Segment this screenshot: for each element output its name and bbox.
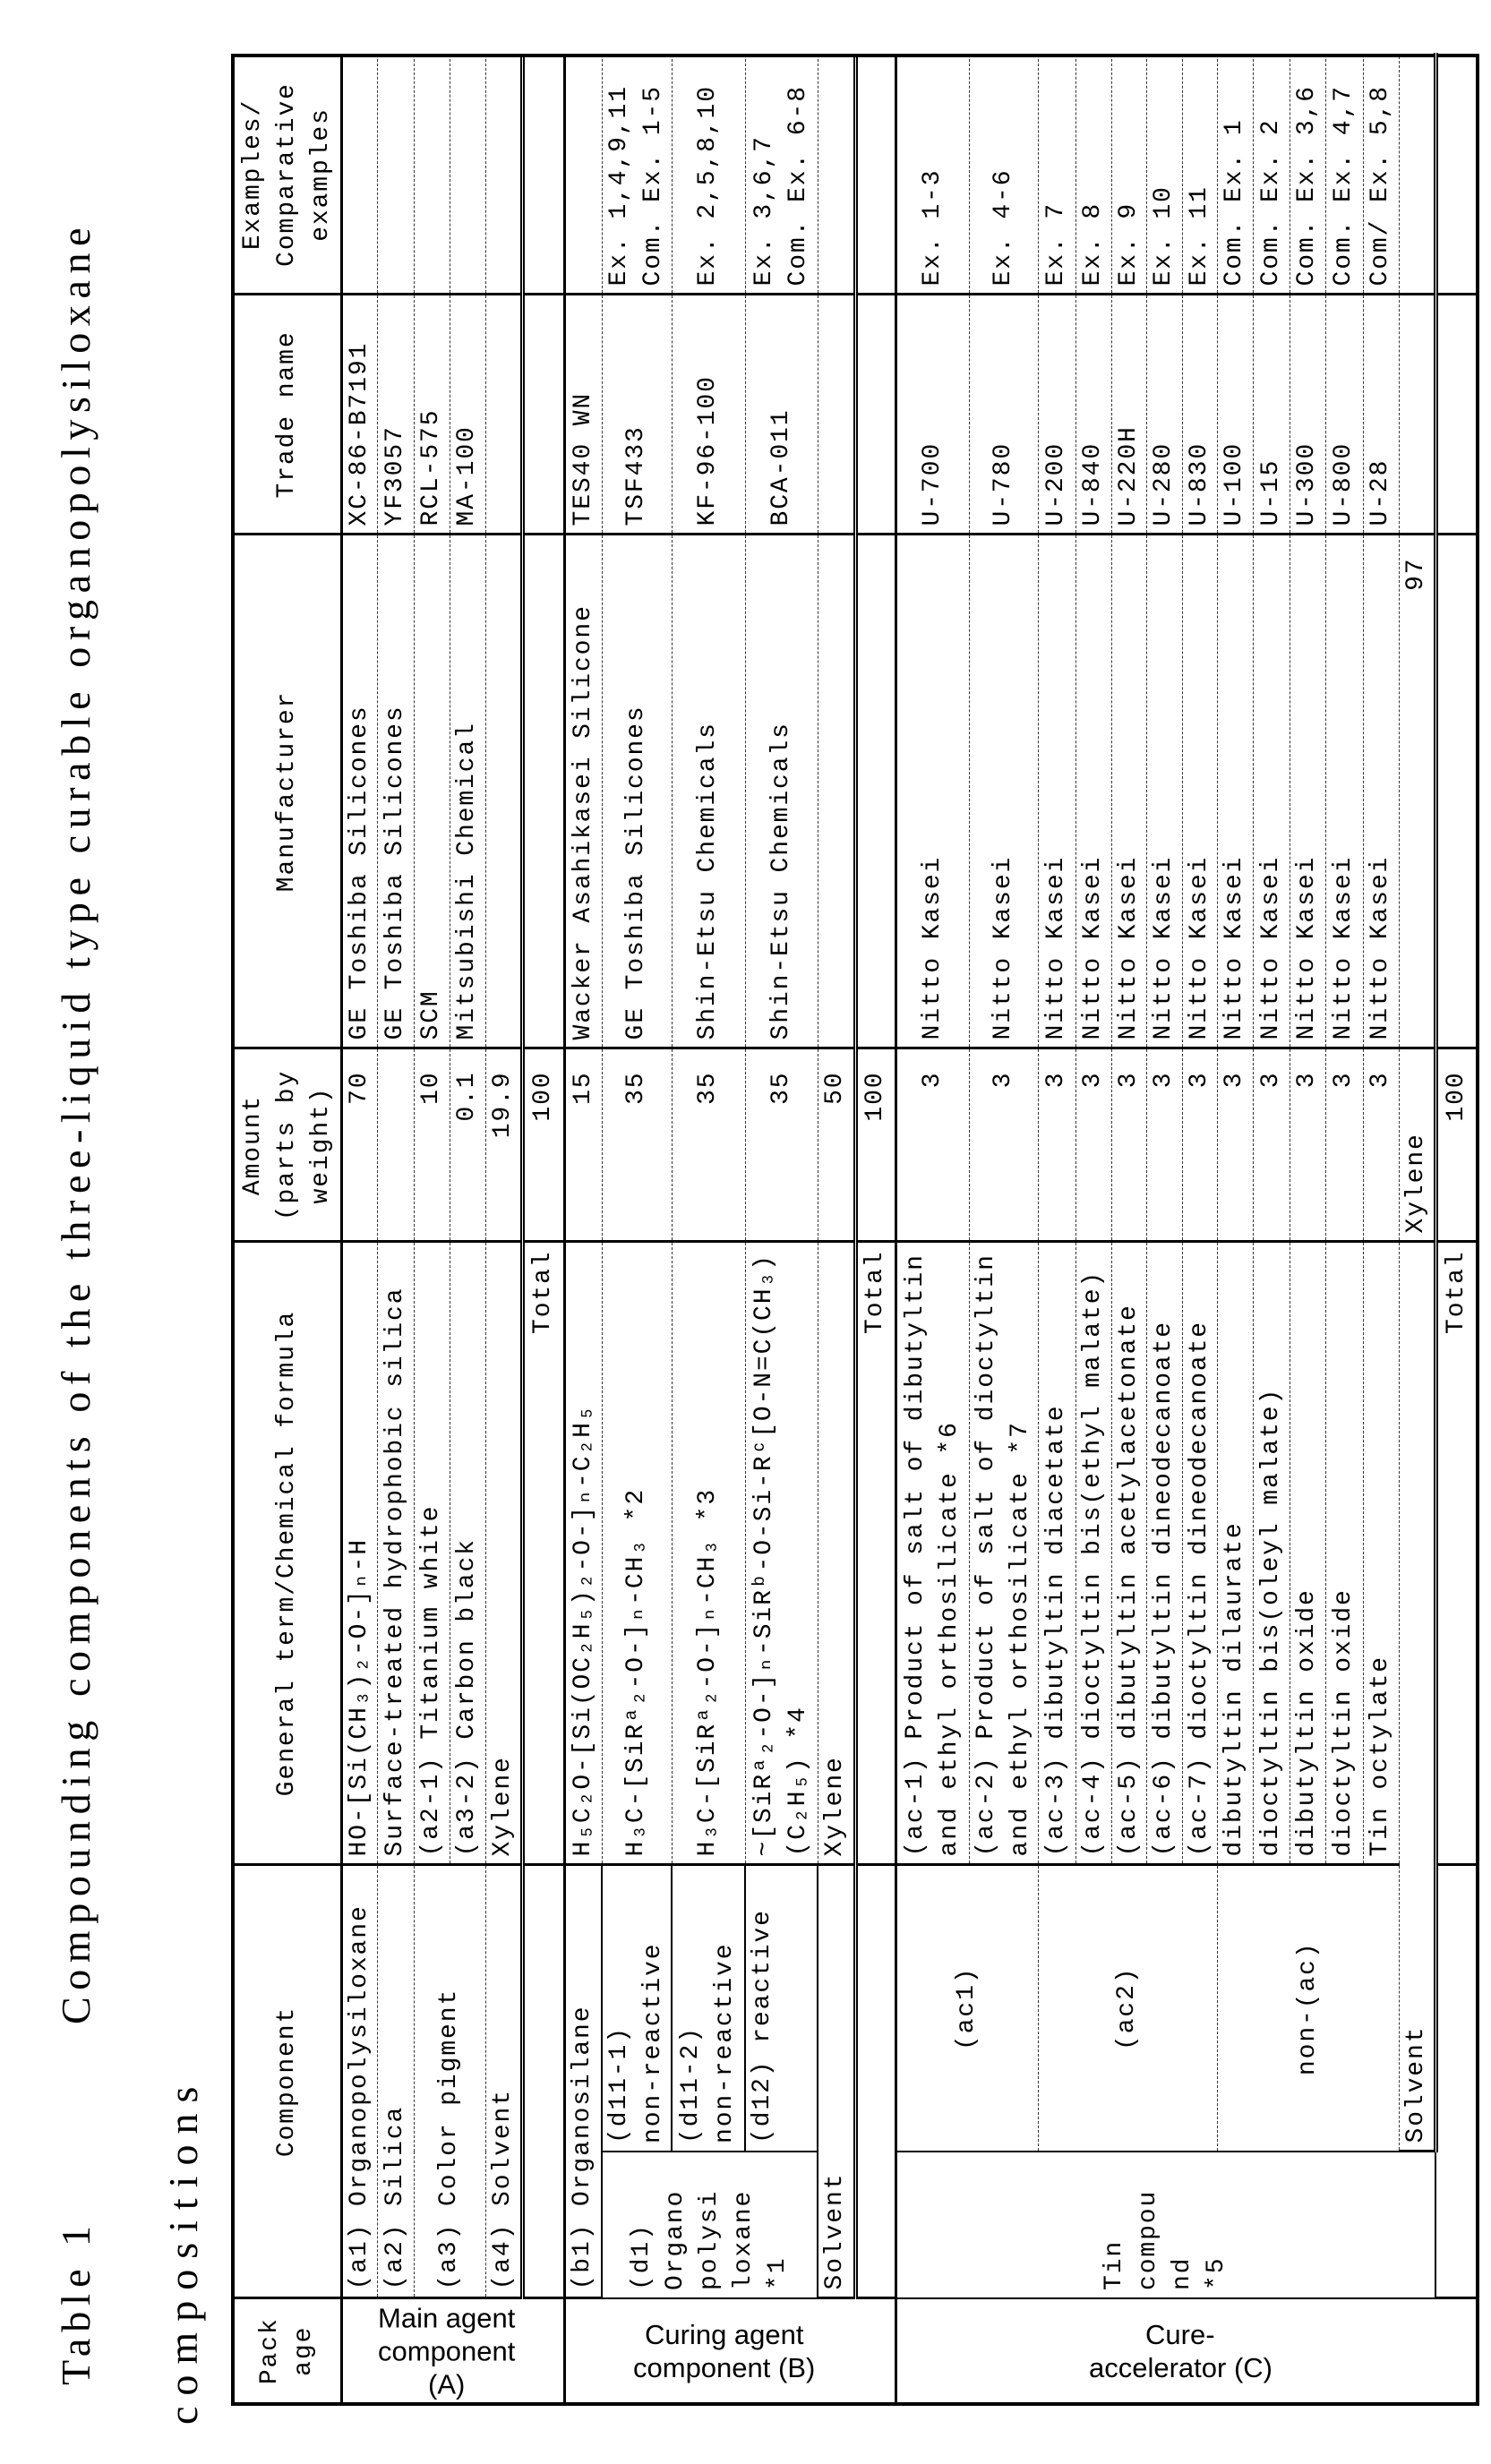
component-subgroup-ac2: (ac2) (1038, 1865, 1217, 2152)
trade-name-cell: U-300 (1290, 295, 1325, 535)
amount-cell: 19.9 (485, 1048, 522, 1242)
manufacturer-cell (1399, 295, 1435, 535)
component-cell: (a4) Solvent (485, 1865, 522, 2298)
manufacturer-cell: Nitto Kasei (1038, 535, 1075, 1048)
header-trade-name: Trade name (233, 295, 341, 535)
trade-name-cell: U-200 (1038, 295, 1075, 535)
formula-cell: (a3-2) Carbon black (450, 1242, 485, 1865)
trade-name-cell: BCA-011 (745, 295, 818, 535)
formula-cell: Surface-treated hydrophobic silica (377, 1242, 414, 1865)
total-row (855, 56, 895, 2404)
examples-cell: Com. Ex. 4,7 (1325, 56, 1363, 295)
manufacturer-cell: Nitto Kasei (1182, 535, 1217, 1048)
component-cell: (a1) Organopolysiloxane (341, 1865, 377, 2298)
header-row (233, 56, 341, 2404)
trade-name-cell: YF3057 (377, 295, 414, 535)
total-label: Total (855, 1242, 895, 1865)
manufacturer-cell: GE Toshiba Silicones (341, 535, 377, 1048)
examples-cell: Ex. 11 (1182, 56, 1217, 295)
formula-cell: (ac-7) dioctyltin dineodecanoate (1182, 1242, 1217, 1865)
examples-cell: Com. Ex. 3,6 (1290, 56, 1325, 295)
component-subcell: (d11-1) non-reactive (602, 1865, 672, 2152)
package-cure-accelerator (895, 2298, 1478, 2404)
trade-name-cell: TSF433 (602, 295, 672, 535)
examples-cell (1435, 56, 1478, 295)
trade-name-cell (522, 295, 564, 535)
manufacturer-cell: Mitsubishi Chemical (450, 535, 485, 1048)
table-number: Table 1 (56, 2220, 97, 2385)
trade-name-cell: RCL-575 (414, 295, 450, 535)
examples-cell: Ex. 9 (1111, 56, 1146, 295)
component-group-d1: (d1) Organo polysi loxane *1 (602, 2152, 818, 2298)
trade-name-cell: U-100 (1217, 295, 1253, 535)
component-cell-empty (522, 1865, 564, 2298)
amount-cell: 3 (1325, 1048, 1363, 1242)
formula-cell: (ac-1) Product of salt of dibutyltin and ethyl orthosilicate *6 (895, 1242, 969, 1865)
formula-cell: ~[SiRᵃ₂-O-]ₙ-SiRᵇ-O-Si-Rᶜ[O-N=C(CH₃) (C₂H₅) *4 (745, 1242, 818, 1865)
manufacturer-cell: Shin-Etsu Chemicals (672, 535, 745, 1048)
examples-cell (818, 56, 855, 295)
trade-name-cell (1399, 56, 1435, 295)
manufacturer-cell: Nitto Kasei (1217, 535, 1253, 1048)
manufacturer-cell: Shin-Etsu Chemicals (745, 535, 818, 1048)
component-group-tin: Tin compou nd *5 (895, 2152, 1435, 2298)
examples-cell (450, 56, 485, 295)
formula-cell: (ac-6) dibutyltin dineodecanoate (1146, 1242, 1182, 1865)
component-cell: (a2) Silica (377, 1865, 414, 2298)
table-row (341, 56, 377, 2404)
table-row (414, 56, 450, 2404)
amount-cell: 3 (1253, 1048, 1290, 1242)
table-title-continued: compositions (163, 2076, 204, 2425)
header-formula: General term/Chemical formula (233, 1242, 341, 1865)
component-cell: (b1) Organosilane (564, 1865, 602, 2298)
amount-cell: 97 (1399, 535, 1435, 1048)
total-row (1435, 56, 1478, 2404)
amount-cell: 10 (414, 1048, 450, 1242)
formula-cell: H₃C-[SiRᵃ₂-O-]ₙ-CH₃ *2 (602, 1242, 672, 1865)
manufacturer-cell: Nitto Kasei (1363, 535, 1399, 1048)
amount-cell: 0.1 (450, 1048, 485, 1242)
amount-cell: 3 (1038, 1048, 1075, 1242)
amount-cell: 50 (818, 1048, 855, 1242)
trade-name-cell (855, 295, 895, 535)
compounding-table (231, 54, 1479, 2406)
examples-cell: Ex. 8 (1075, 56, 1111, 295)
trade-name-cell: U-15 (1253, 295, 1290, 535)
formula-cell: dioctyltin oxide (1325, 1242, 1363, 1865)
table-row (564, 56, 602, 2404)
trade-name-cell: XC-86-B7191 (341, 295, 377, 535)
package-curing-agent (564, 2298, 895, 2404)
trade-name-cell: U-700 (895, 295, 969, 535)
examples-cell (377, 56, 414, 295)
total-amount: 100 (522, 1048, 564, 1242)
component-cell-empty (1435, 1865, 1478, 2298)
component-cell: Solvent (818, 1865, 855, 2298)
amount-cell: 3 (1290, 1048, 1325, 1242)
examples-cell: Ex. 1,4,9,11 Com. Ex. 1-5 (602, 56, 672, 295)
component-cell: (a3) Color pigment (414, 1865, 485, 2298)
amount-cell: 70 (341, 1048, 377, 1242)
total-amount: 100 (1435, 1048, 1478, 1242)
manufacturer-cell (485, 535, 522, 1048)
formula-cell: dibutyltin dilaurate (1217, 1242, 1253, 1865)
manufacturer-cell: Wacker Asahikasei Silicone (564, 535, 602, 1048)
examples-cell: Ex. 1-3 (895, 56, 969, 295)
amount-cell: 3 (895, 1048, 969, 1242)
manufacturer-cell (855, 535, 895, 1048)
examples-cell: Com. Ex. 1 (1217, 56, 1253, 295)
header-package: Pack age (233, 2298, 341, 2404)
trade-name-cell: U-280 (1146, 295, 1182, 535)
trade-name-cell: U-28 (1363, 295, 1399, 535)
component-cell-empty (855, 1865, 895, 2298)
table-row (818, 56, 855, 2404)
manufacturer-cell: Nitto Kasei (1111, 535, 1146, 1048)
amount-cell: 3 (1146, 1048, 1182, 1242)
rotated-page (0, 0, 1491, 2464)
manufacturer-cell: SCM (414, 535, 450, 1048)
formula-cell: HO-[Si(CH₃)₂-O-]ₙ-H (341, 1242, 377, 1865)
header-manufacturer: Manufacturer (233, 535, 341, 1048)
table-row (1399, 56, 1435, 2404)
trade-name-cell (485, 295, 522, 535)
examples-cell: Ex. 7 (1038, 56, 1075, 295)
component-subgroup-ac1: (ac1) (895, 1865, 1038, 2152)
amount-cell (377, 1048, 414, 1242)
formula-cell: H₃C-[SiRᵃ₂-O-]ₙ-CH₃ *3 (672, 1242, 745, 1865)
manufacturer-cell (1435, 535, 1478, 1048)
header-amount: Amount (parts by weight) (233, 1048, 341, 1242)
formula-cell: Xylene (485, 1242, 522, 1865)
total-label: Total (522, 1242, 564, 1865)
trade-name-cell: U-220H (1111, 295, 1146, 535)
amount-cell: 35 (602, 1048, 672, 1242)
examples-cell (522, 56, 564, 295)
formula-cell: dibutyltin oxide (1290, 1242, 1325, 1865)
amount-cell: 3 (1182, 1048, 1217, 1242)
formula-cell: Tin octylate (1363, 1242, 1399, 1865)
trade-name-cell: KF-96-100 (672, 295, 745, 535)
examples-cell: Ex. 10 (1146, 56, 1182, 295)
examples-cell: Com/ Ex. 5,8 (1363, 56, 1399, 295)
header-examples: Examples/ Comparative examples (233, 56, 341, 295)
manufacturer-cell: Nitto Kasei (895, 535, 969, 1048)
trade-name-cell: U-840 (1075, 295, 1111, 535)
formula-cell: (ac-2) Product of salt of dioctyltin and ethyl orthosilicate *7 (969, 1242, 1038, 1865)
examples-cell: Ex. 3,6,7 Com. Ex. 6-8 (745, 56, 818, 295)
manufacturer-cell: Nitto Kasei (1253, 535, 1290, 1048)
table-row (377, 56, 414, 2404)
manufacturer-cell: Nitto Kasei (969, 535, 1038, 1048)
component-subcell: (d12) reactive (745, 1865, 818, 2152)
package-label: Cure- accelerator (C) (1089, 2318, 1272, 2384)
formula-cell: dioctyltin bis(oleyl malate) (1253, 1242, 1290, 1865)
header-component: Component (233, 1865, 341, 2298)
package-main-agent (341, 2298, 564, 2404)
manufacturer-cell: Nitto Kasei (1325, 535, 1363, 1048)
formula-cell: (ac-4) dioctyltin bis(ethyl malate) (1075, 1242, 1111, 1865)
trade-name-cell: TES40 WN (564, 295, 602, 535)
trade-name-cell: U-830 (1182, 295, 1217, 535)
table-row (895, 56, 969, 2404)
table-row (1038, 56, 1075, 2404)
total-row (522, 56, 564, 2404)
amount-cell: 3 (969, 1048, 1038, 1242)
package-label: Main agent component (A) (378, 2301, 515, 2400)
trade-name-cell: MA-100 (450, 295, 485, 535)
examples-cell (414, 56, 450, 295)
examples-cell: Ex. 4-6 (969, 56, 1038, 295)
examples-cell (564, 56, 602, 295)
examples-cell (855, 56, 895, 295)
formula-cell: Xylene (1399, 1048, 1435, 1242)
trade-name-cell (1435, 295, 1478, 535)
amount-cell: 3 (1217, 1048, 1253, 1242)
amount-cell: 15 (564, 1048, 602, 1242)
amount-cell: 3 (1111, 1048, 1146, 1242)
manufacturer-cell: Nitto Kasei (1146, 535, 1182, 1048)
trade-name-cell: U-780 (969, 295, 1038, 535)
examples-cell: Com. Ex. 2 (1253, 56, 1290, 295)
manufacturer-cell: GE Toshiba Silicones (602, 535, 672, 1048)
amount-cell: 3 (1363, 1048, 1399, 1242)
manufacturer-cell: Nitto Kasei (1290, 535, 1325, 1048)
trade-name-cell: U-800 (1325, 295, 1363, 535)
amount-cell: 35 (672, 1048, 745, 1242)
formula-cell: (a2-1) Titanium white (414, 1242, 450, 1865)
formula-cell: H₅C₂O-[Si(OC₂H₅)₂-O-]ₙ-C₂H₅ (564, 1242, 602, 1865)
examples-cell: Ex. 2,5,8,10 (672, 56, 745, 295)
package-label: Curing agent component (B) (633, 2318, 815, 2384)
manufacturer-cell: Nitto Kasei (1075, 535, 1111, 1048)
formula-cell: Xylene (818, 1242, 855, 1865)
manufacturer-cell (522, 535, 564, 1048)
trade-name-cell (818, 295, 855, 535)
examples-cell (341, 56, 377, 295)
component-subgroup-non-ac: non-(ac) (1217, 1865, 1399, 2152)
formula-cell: (ac-3) dibutyltin diacetate (1038, 1242, 1075, 1865)
table-row (1217, 56, 1253, 2404)
amount-cell: 35 (745, 1048, 818, 1242)
examples-cell (485, 56, 522, 295)
total-label: Total (1435, 1242, 1478, 1865)
formula-cell: (ac-5) dibutyltin acetylacetonate (1111, 1242, 1146, 1865)
component-cell: Solvent (1399, 1242, 1435, 2152)
total-amount: 100 (855, 1048, 895, 1242)
table-title: Compounding components of the three-liquid type curable organopolysiloxane (56, 221, 97, 2024)
table-row (745, 56, 818, 2404)
table-row (672, 56, 745, 2404)
component-subcell: (d11-2) non-reactive (672, 1865, 745, 2152)
amount-cell: 3 (1075, 1048, 1111, 1242)
table-row (602, 56, 672, 2404)
manufacturer-cell: GE Toshiba Silicones (377, 535, 414, 1048)
manufacturer-cell (818, 535, 855, 1048)
table-row (485, 56, 522, 2404)
